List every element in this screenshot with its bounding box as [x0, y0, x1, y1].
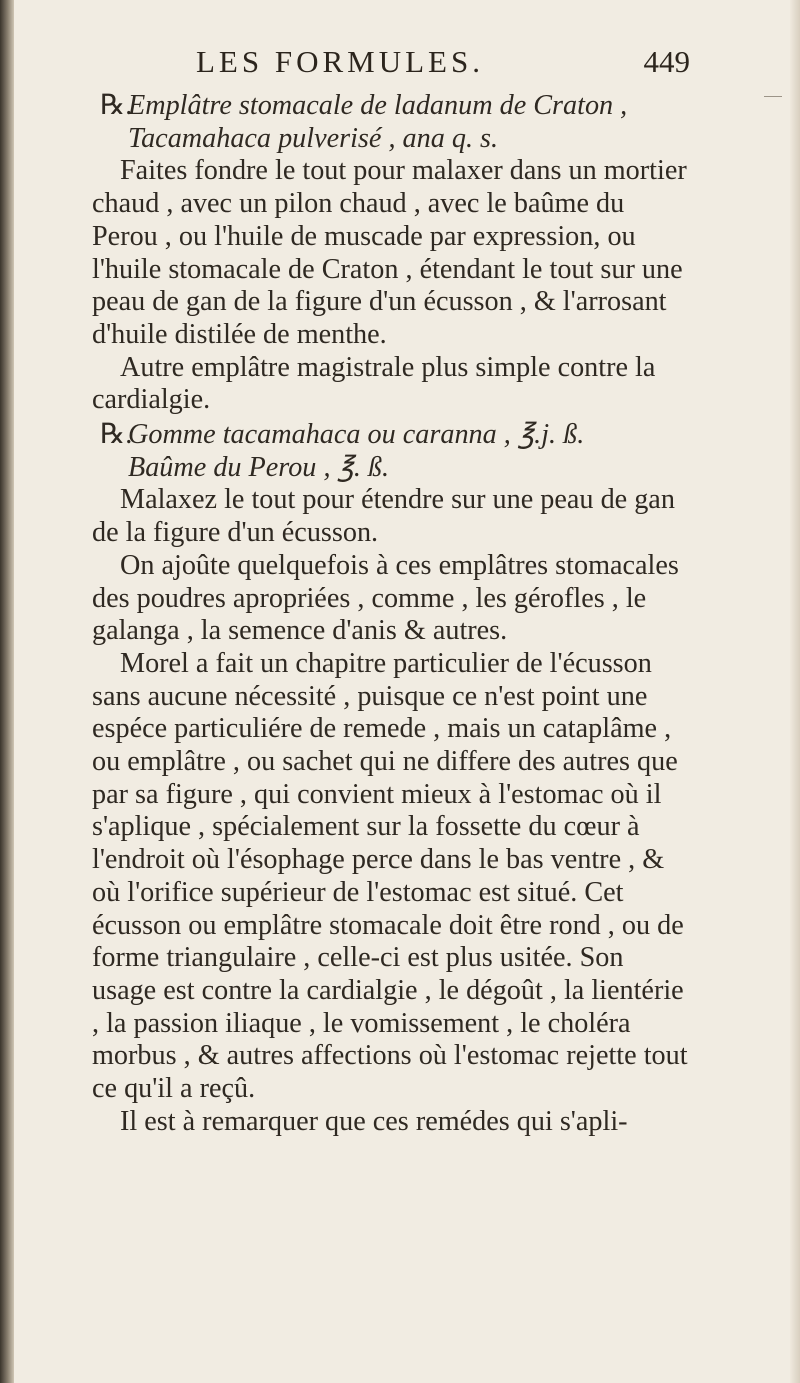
recipe-symbol-icon: ℞.	[100, 419, 133, 451]
paragraph-6: Il est à remarquer que ces remédes qui s'apli-	[120, 1105, 628, 1137]
book-gutter	[0, 0, 14, 1383]
recipe-text-4: Baûme du Perou , ℥. ß.	[128, 451, 390, 483]
page-text	[92, 88, 692, 1139]
paragraph-5: Morel a fait un chapitre particulier de l'écusson sans aucune nécessité , puisque ce n'est point une espéce particuliére de remede , mais un cataplâme , ou emplâtre , ou sachet qui ne differe des autres que par sa figure , qui convient mieux à l'estomac où il s'aplique , spécialement sur la fossette du cœur à l'endroit où l'ésophage perce dans le bas ventre , & où l'orifice supérieur de l'estomac est situé. Cet écusson ou emplâtre stomacale doit être rond , ou de forme triangulaire , celle-ci est plus usitée. Son usage est contre la cardialgie , le dégoût , la lientérie , la passion iliaque , le vomissement , le choléra morbus , & autres affections où l'estomac rejette tout ce qu'il a reçû.	[92, 647, 688, 1105]
page-header	[100, 42, 690, 86]
recipe-line-2	[92, 419, 692, 452]
page-number: 449	[643, 44, 690, 79]
paragraph-4: On ajoûte quelquefois à ces emplâtres stomacales des poudres apropriées , comme , les gérofles , le galanga , la semence d'anis & autres.	[92, 549, 679, 647]
paper-mark	[764, 96, 782, 97]
recipe-block-2	[92, 419, 692, 484]
running-head: LES FORMULES.	[196, 44, 484, 79]
recipe-text-3: Gomme tacamahaca ou caranna , ℥.j. ß.	[128, 419, 585, 451]
recipe-block-1	[92, 90, 692, 155]
recipe-symbol-icon: ℞.	[100, 90, 133, 121]
recipe-text-2: Tacamahaca pulverisé , ana q. s.	[128, 122, 499, 154]
recipe-line-1	[92, 90, 692, 123]
paragraph-3: Malaxez le tout pour étendre sur une peau de gan de la figure d'un écusson.	[92, 484, 675, 549]
recipe-text-1: Emplâtre stomacale de ladanum de Craton ,	[128, 90, 628, 121]
paragraph-1: Faites fondre le tout pour malaxer dans un mortier chaud , avec un pilon chaud , avec le baûme du Perou , ou l'huile de muscade par expression, ou l'huile stomacale de Craton , étendant le tout sur une peau de gan de la figure d'un écusson , & l'arrosant d'huile distilée de menthe.	[92, 155, 687, 350]
paragraph-2: Autre emplâtre magistrale plus simple contre la cardialgie.	[92, 351, 656, 416]
page-edge	[790, 0, 800, 1383]
